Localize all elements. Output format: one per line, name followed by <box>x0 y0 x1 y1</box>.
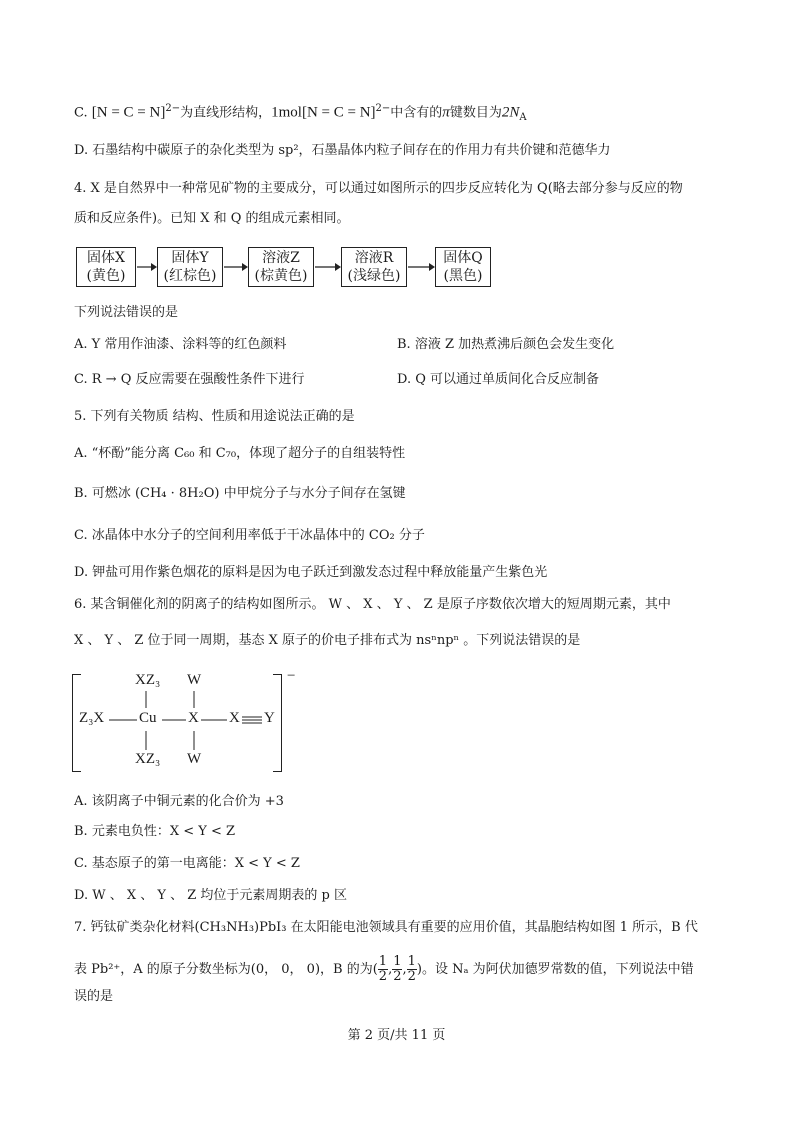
q3-option-d: D. 石墨结构中碳原子的杂化类型为 sp²，石墨晶体内粒子间存在的作用力有共价键和范德华力 <box>74 143 611 158</box>
right-x-atom: X <box>229 710 240 726</box>
q6-option-b: B. 元素电负性：X < Y < Z <box>74 824 236 839</box>
center-x-atom: X <box>188 710 199 726</box>
q5-option-a: A. “杯酚”能分离 C₆₀ 和 C₇₀，体现了超分子的自组装特性 <box>74 446 406 461</box>
top-right-atom: W <box>187 672 202 688</box>
flow-arrow-icon <box>224 262 248 272</box>
fraction-one-half: $\frac{1}{2}$ <box>393 954 402 984</box>
page-footer: 第 2 页/共 11 页 <box>347 1028 446 1043</box>
bottom-right-atom: W <box>187 751 202 767</box>
fraction-one-half: $\frac{1}{2}$ <box>378 954 388 984</box>
q4-option-a: A. Y 常用作油漆、涂料等的红色颜料 <box>74 337 287 352</box>
flow-box-x: 固体X (黄色) <box>76 247 136 287</box>
q6-stem-line1: 6. 某含铜催化剂的阴离子的结构如图所示。 W 、 X 、 Y 、 Z 是原子序数依次增大的短周期元素，其中 <box>74 597 671 612</box>
cu-atom: Cu <box>139 710 157 726</box>
flow-box-y: 固体Y (红棕色) <box>157 247 223 287</box>
q4-stem-line2: 质和反应条件)。已知 X 和 Q 的组成元素相同。 <box>74 211 350 226</box>
flow-arrow-icon <box>408 262 435 272</box>
q3-option-c: C. [N = C = N]$^{2-}$为直线形结构，1mol[N = C = N]$^{2-}$中含有的π键数目为$2N_A$ <box>74 103 527 123</box>
bottom-left-group: XZ₃ <box>135 751 161 767</box>
q4-option-c: C. R → Q 反应需要在强酸性条件下进行 <box>74 372 305 387</box>
q7-stem-line2: 表 Pb²⁺，A 的原子分数坐标为(0， 0， 0)，B 的为( $\frac{1}{2}$ , $\frac{1}{2}$ , $\frac{1}{2}$ )。设 Nₐ 为阿伏加德罗常数的值，下列说法中错 <box>74 954 694 984</box>
q6-option-a: A. 该阴离子中铜元素的化合价为 +3 <box>74 794 284 809</box>
q4-question: 下列说法错误的是 <box>74 305 179 320</box>
y-atom: Y <box>264 710 275 726</box>
q7-stem-line3: 误的是 <box>74 989 114 1004</box>
fraction-one-half: $\frac{1}{2}$ <box>407 954 416 984</box>
flow-box-r: 溶液R (浅绿色) <box>341 247 407 287</box>
q7-stem-line1: 7. 钙钛矿类杂化材料(CH₃NH₃)PbI₃ 在太阳能电池领域具有重要的应用价值，其晶胞结构如图 1 所示，B 代 <box>74 920 698 935</box>
q6-option-d: D. W 、 X 、 Y 、 Z 均位于元素周期表的 p 区 <box>74 888 347 903</box>
q4-option-d: D. Q 可以通过单质间化合反应制备 <box>397 372 600 387</box>
flow-arrow-icon <box>315 262 341 272</box>
q5-option-c: C. 冰晶体中水分子的空间利用率低于干冰晶体中的 CO₂ 分子 <box>74 528 425 543</box>
top-left-group: XZ₃ <box>135 672 161 688</box>
q6-stem-line2: X 、 Y 、 Z 位于同一周期，基态 X 原子的价电子排布式为 nsⁿnpⁿ 。下列说法错误的是 <box>74 633 581 648</box>
left-group: Z₃X <box>79 710 105 726</box>
flow-box-z: 溶液Z (棕黄色) <box>248 247 314 287</box>
q5-stem: 5. 下列有关物质 结构、性质和用途说法正确的是 <box>74 409 355 424</box>
flow-box-q: 固体Q (黑色) <box>435 247 491 287</box>
ion-charge: − <box>287 668 296 684</box>
q5-option-d: D. 钾盐可用作紫色烟花的原料是因为电子跃迁到激发态过程中释放能量产生紫色光 <box>74 565 548 580</box>
q6-option-c: C. 基态原子的第一电离能：X < Y < Z <box>74 856 300 871</box>
q4-stem-line1: 4. X 是自然界中一种常见矿物的主要成分，可以通过如图所示的四步反应转化为 Q(略去部分参与反应的物 <box>74 181 683 196</box>
q5-option-b: B. 可燃冰 (CH₄ · 8H₂O) 中甲烷分子与水分子间存在氢键 <box>74 486 406 501</box>
flow-arrow-icon <box>137 262 157 272</box>
q4-option-b: B. 溶液 Z 加热煮沸后颜色会发生变化 <box>397 337 615 352</box>
